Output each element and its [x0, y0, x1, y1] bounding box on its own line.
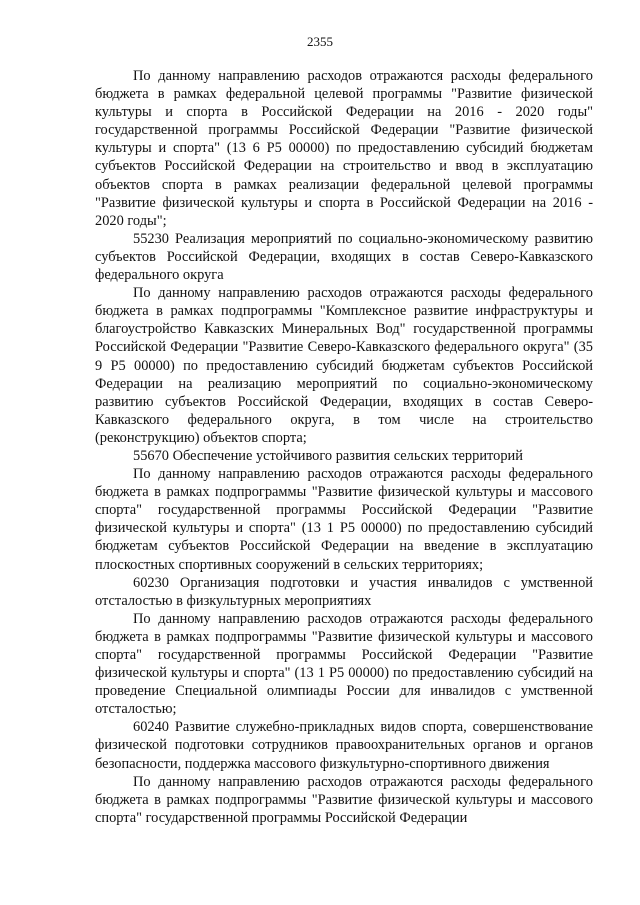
- paragraph: По данному направлению расходов отражаются расходы федерального бюджета в рамках подпрограммы "Развитие физической культуры и массового спорта" государственной программы Российской Федерации: [95, 773, 593, 826]
- section-heading-55230: 55230 Реализация мероприятий по социально-экономическому развитию субъектов Российской Федерации, входящих в состав Северо-Кавказского федерального округа: [95, 230, 593, 284]
- section-heading-60230: 60230 Организация подготовки и участия инвалидов с умственной отсталостью в физкультурных мероприятиях: [95, 574, 593, 609]
- section-heading-55670: 55670 Обеспечение устойчивого развития сельских территорий: [133, 447, 523, 464]
- section-heading-60240: 60240 Развитие служебно-прикладных видов спорта, совершенствование физической подготовки сотрудников правоохранительных органов и органов безопасности, поддержка массового физкультурно-спортивного движения: [95, 719, 593, 772]
- paragraph: По данному направлению расходов отражаются расходы федерального бюджета в рамках федеральной целевой программы "Развитие физической культуры и спорта в Российской Федерации на 2016 - 2020 годы" государственной программы Российской Федерации "Развитие физической культуры и спорта" (13 6 P5 00000) по предоставлению субсидий бюджетам субъектов Российской Федерации на строительство и ввод в эксплуатацию объектов спорта в рамках реализации федеральной целевой программы "Развитие физической культуры и спорта в Российской Федерации на 2016 - 2020 годы";: [95, 68, 593, 229]
- page-number: 2355: [307, 34, 333, 49]
- paragraph: По данному направлению расходов отражаются расходы федерального бюджета в рамках подпрограммы "Развитие физической культуры и массового спорта" государственной программы Российской Федерации "Развитие физической культуры и спорта" (13 1 P5 00000) по предоставлению субсидий бюджетам субъектов Российской Федерации на введение в эксплуатацию плоскостных спортивных сооружений в сельских территориях;: [95, 466, 593, 573]
- paragraph: По данному направлению расходов отражаются расходы федерального бюджета в рамках подпрограммы "Развитие физической культуры и массового спорта" государственной программы Российской Федерации "Развитие физической культуры и спорта" (13 1 P5 00000) по предоставлению субсидий на проведение Специальной олимпиады России для инвалидов с умственной отсталостью;: [95, 610, 593, 718]
- paragraph: По данному направлению расходов отражаются расходы федерального бюджета в рамках подпрограммы "Комплексное развитие инфраструктуры и благоустройство Кавказских Минеральных Вод" государственной программы Российской Федерации "Развитие Северо-Кавказского федерального округа" (35 9 P5 00000) по предоставлению субсидий бюджетам субъектов Российской Федерации на реализацию мероприятий по социально-экономическому развитию субъектов Российской Федерации, входящих в состав Северо-Кавказского федерального округа, в том числе на строительство (реконструкцию) объектов спорта;: [95, 285, 593, 446]
- document-body: [95, 67, 593, 827]
